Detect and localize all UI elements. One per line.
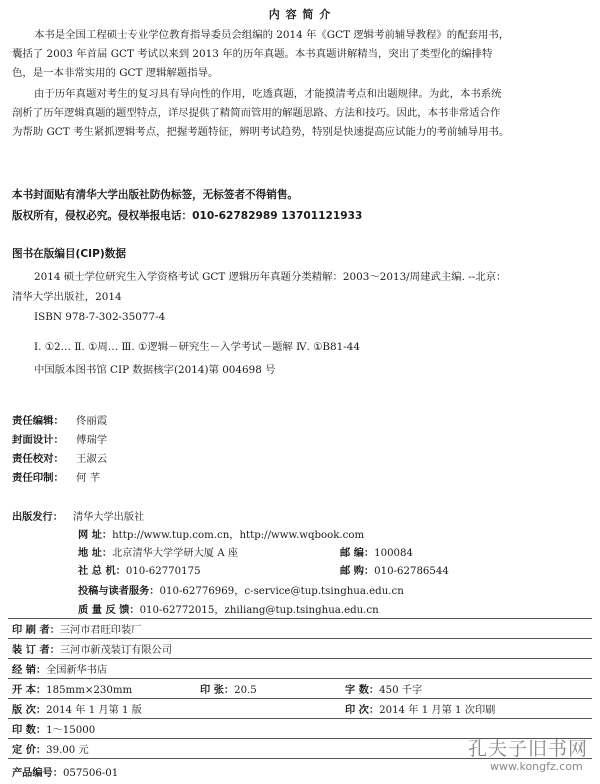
pub-label: 装 订 者： — [12, 645, 60, 656]
pub-label: 定 价： — [12, 745, 47, 756]
divider — [8, 618, 592, 619]
pub-print-run — [12, 721, 95, 736]
pub-value: 清华大学出版社 — [72, 512, 145, 523]
pub-label: 投稿与读者服务： — [78, 586, 160, 597]
pub-label: 开 本： — [12, 685, 47, 696]
pub-label: 版 次： — [12, 705, 47, 716]
pub-label: 产品编号： — [12, 768, 63, 779]
cip-record-number: 中国版本图书馆 CIP 数据核字(2014)第 004698 号 — [34, 364, 276, 376]
pub-value: 全国新华书店 — [46, 665, 108, 676]
pub-value: 010-62772015，zhiliang@tup.tsinghua.edu.cn — [139, 605, 379, 616]
pub-impression — [345, 701, 495, 716]
watermark-logo-text: 孔夫子旧书网 — [468, 738, 589, 760]
pub-value: 39.00 元 — [46, 745, 89, 756]
pub-value: 100084 — [374, 548, 413, 559]
pub-label: 经 销： — [12, 665, 47, 676]
pub-label: 质 量 反 馈： — [78, 605, 140, 616]
pub-label: 印 张： — [200, 685, 235, 696]
pub-product-code — [12, 764, 118, 779]
pub-binder — [12, 641, 172, 656]
intro-p2-line3: 为帮助 GCT 考生紧抓逻辑考点，把握考题特征，辨明考试趋势，特别是快速提高应试能力的考前辅导用书。 — [12, 126, 510, 138]
staff-label: 责任编辑： — [12, 415, 64, 427]
pub-edition — [12, 701, 142, 716]
staff-value: 傅瑞学 — [76, 434, 108, 446]
pub-switchboard — [78, 562, 201, 577]
copyright-notice: 版权所有，侵权必究。侵权举报电话：010-62782989 13701121933 — [12, 210, 363, 222]
pub-label: 印 刷 者： — [12, 625, 60, 636]
pub-value: 2014 年 1 月第 1 版 — [46, 705, 142, 716]
pub-label: 印 次： — [345, 705, 380, 716]
staff-printing — [12, 469, 100, 484]
cip-line2: 清华大学出版社，2014 — [12, 291, 122, 303]
staff-label: 责任校对： — [12, 453, 64, 465]
staff-value: 何 芊 — [76, 472, 101, 484]
pub-value: 2014 年 1 月第 1 次印刷 — [379, 705, 496, 716]
intro-section — [12, 26, 592, 142]
watermark-url: www.kongfz.com — [490, 760, 583, 773]
cip-classification: Ⅰ. ①2… Ⅱ. ①周… Ⅲ. ①逻辑－研究生－入学考试－题解 Ⅳ. ①B81-44 — [34, 341, 360, 353]
page-title: 内 容 简 介 — [268, 8, 332, 21]
cip-heading: 图书在版编目(CIP)数据 — [12, 248, 126, 260]
intro-p1-line2: 囊括了 2003 年首届 GCT 考试以来到 2013 年的历年真题。本书真题讲解精当，突出了类型化的编排特 — [12, 48, 493, 60]
divider — [8, 698, 592, 699]
divider — [8, 638, 592, 639]
pub-label: 邮 编： — [340, 548, 375, 559]
pub-sheets — [200, 681, 257, 696]
anti-counterfeit-notice: 本书封面贴有清华大学出版社防伪标签，无标签者不得销售。 — [12, 189, 299, 201]
pub-value: 450 千字 — [379, 685, 423, 696]
pub-label: 印 数： — [12, 725, 47, 736]
staff-value: 佟丽霞 — [76, 415, 108, 427]
pub-label: 地 址： — [78, 548, 113, 559]
pub-printer — [12, 621, 141, 636]
intro-p2-line1: 由于历年真题对考生的复习具有导向性的作用，吃透真题，才能摸清考点和出题规律。为此，本书系统 — [34, 88, 502, 100]
staff-value: 王淑云 — [76, 453, 108, 465]
intro-p1-line3: 色，是一本非常实用的 GCT 逻辑解题指导。 — [12, 67, 219, 79]
pub-value: 三河市君旺印装厂 — [59, 625, 142, 636]
pub-value: 010-62770175 — [125, 566, 201, 577]
pub-reader-service — [78, 582, 404, 597]
pub-label: 社 总 机： — [78, 566, 126, 577]
pub-value: 三河市新茂装订有限公司 — [59, 645, 172, 656]
pub-value: 1～15000 — [46, 725, 96, 736]
pub-mail-order — [340, 562, 449, 577]
pub-quality-feedback — [78, 601, 379, 616]
pub-value: http://www.tup.com.cn，http://www.wqbook.com — [112, 530, 365, 541]
divider — [8, 658, 592, 659]
staff-editor — [12, 412, 107, 427]
pub-address — [78, 544, 238, 559]
intro-p2-line2: 剖析了历年逻辑真题的题型特点，详尽提供了精简而管用的解题思路、方法和技巧。因此，本书非常适合作 — [12, 107, 501, 119]
pub-label: 出版发行： — [12, 512, 63, 523]
staff-proofreader — [12, 450, 107, 465]
divider — [8, 718, 592, 719]
cip-isbn: ISBN 978-7-302-35077-4 — [34, 311, 166, 323]
pub-format — [12, 681, 132, 696]
pub-label: 字 数： — [345, 685, 380, 696]
pub-value: 20.5 — [234, 685, 257, 696]
staff-cover-design — [12, 431, 107, 446]
pub-website — [78, 526, 364, 541]
divider — [8, 678, 592, 679]
intro-p1-line1: 本书是全国工程硕士专业学位教育指导委员会组编的 2014 年《GCT 逻辑考前辅导教程》的配套用书， — [34, 29, 510, 41]
pub-value: 185mm×230mm — [46, 685, 133, 696]
pub-value: 010-62786544 — [374, 566, 449, 577]
pub-price — [12, 741, 89, 756]
pub-seller — [12, 661, 107, 676]
pub-value: 北京清华大学学研大厦 A 座 — [112, 548, 239, 559]
staff-label: 责任印制： — [12, 472, 64, 484]
pub-label: 网 址： — [78, 530, 113, 541]
cip-line1: 2014 硕士学位研究生入学资格考试 GCT 逻辑历年真题分类精解：2003～2013/周建武主编. --北京： — [34, 271, 507, 283]
pub-label: 邮 购： — [340, 566, 375, 577]
pub-postcode — [340, 544, 413, 559]
pub-distributor — [12, 508, 144, 523]
staff-label: 封面设计： — [12, 434, 64, 446]
pub-word-count — [345, 681, 422, 696]
pub-value: 010-62776969，c-service@tup.tsinghua.edu.cn — [159, 586, 404, 597]
pub-value: 057506-01 — [62, 768, 119, 779]
